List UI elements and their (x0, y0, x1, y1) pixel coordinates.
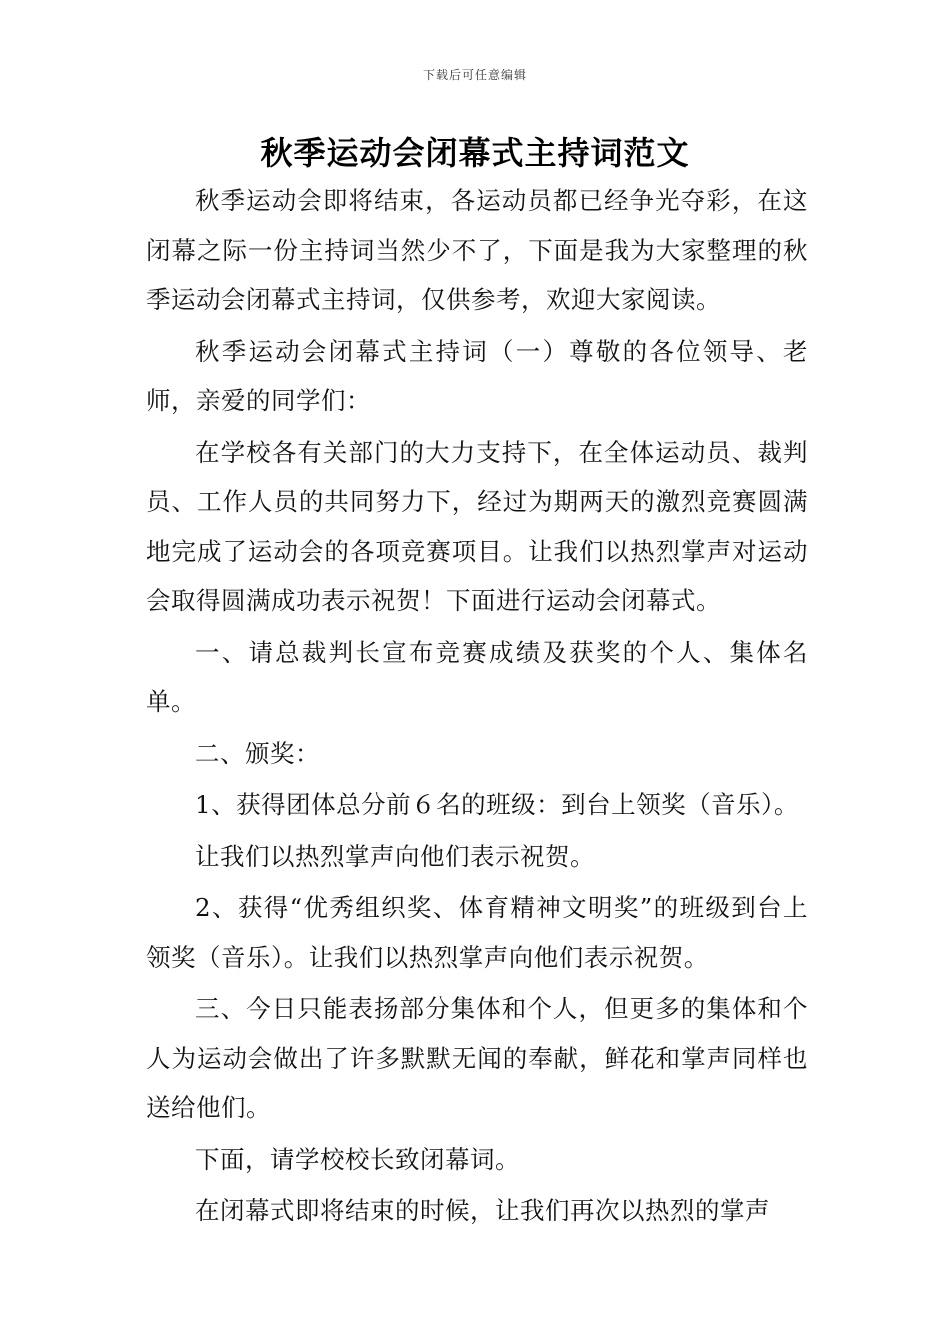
paragraph-closing: 在闭幕式即将结束的时候，让我们再次以热烈的掌声 (195, 1196, 770, 1225)
paragraph-intro: 秋季运动会即将结束，各运动员都已经争光夺彩，在这闭幕之际一份主持词当然少不了，下面是我为大家整理的秋季运动会闭幕式主持词，仅供参考，欢迎大家阅读。 (146, 186, 808, 314)
paragraph-item-three: 三、今日只能表扬部分集体和个人，但更多的集体和个人为运动会做出了许多默默无闻的奉献，鲜花和掌声同样也送给他们。 (146, 994, 808, 1122)
paragraph-award-one: 1、获得团体总分前６名的班级：到台上领奖（音乐）。 (195, 790, 799, 819)
paragraph-award-two: 2、获得“优秀组织奖、体育精神文明奖”的班级到台上领奖（音乐）。让我们以热烈掌声向他们表示祝贺。 (146, 893, 808, 972)
document-title: 秋季运动会闭幕式主持词范文 (260, 134, 690, 172)
paragraph-award-one-applause: 让我们以热烈掌声向他们表示祝贺。 (195, 841, 595, 871)
paragraph-greeting: 秋季运动会闭幕式主持词（一）尊敬的各位领导、老师，亲爱的同学们： (146, 336, 808, 415)
header-note: 下载后可任意编辑 (422, 68, 527, 82)
paragraph-item-two: 二、颁奖： (195, 738, 320, 768)
paragraph-principal: 下面，请学校校长致闭幕词。 (195, 1144, 520, 1174)
paragraph-opening: 在学校各有关部门的大力支持下，在全体运动员、裁判员、工作人员的共同努力下，经过为期两天的激烈竞赛圆满地完成了运动会的各项竞赛项目。让我们以热烈掌声对运动会取得圆满成功表示祝贺！下面进行运动会闭幕式。 (146, 437, 808, 615)
document-body (146, 176, 808, 1238)
paragraph-item-one: 一、请总裁判长宣布竞赛成绩及获奖的个人、集体名单。 (146, 637, 808, 716)
